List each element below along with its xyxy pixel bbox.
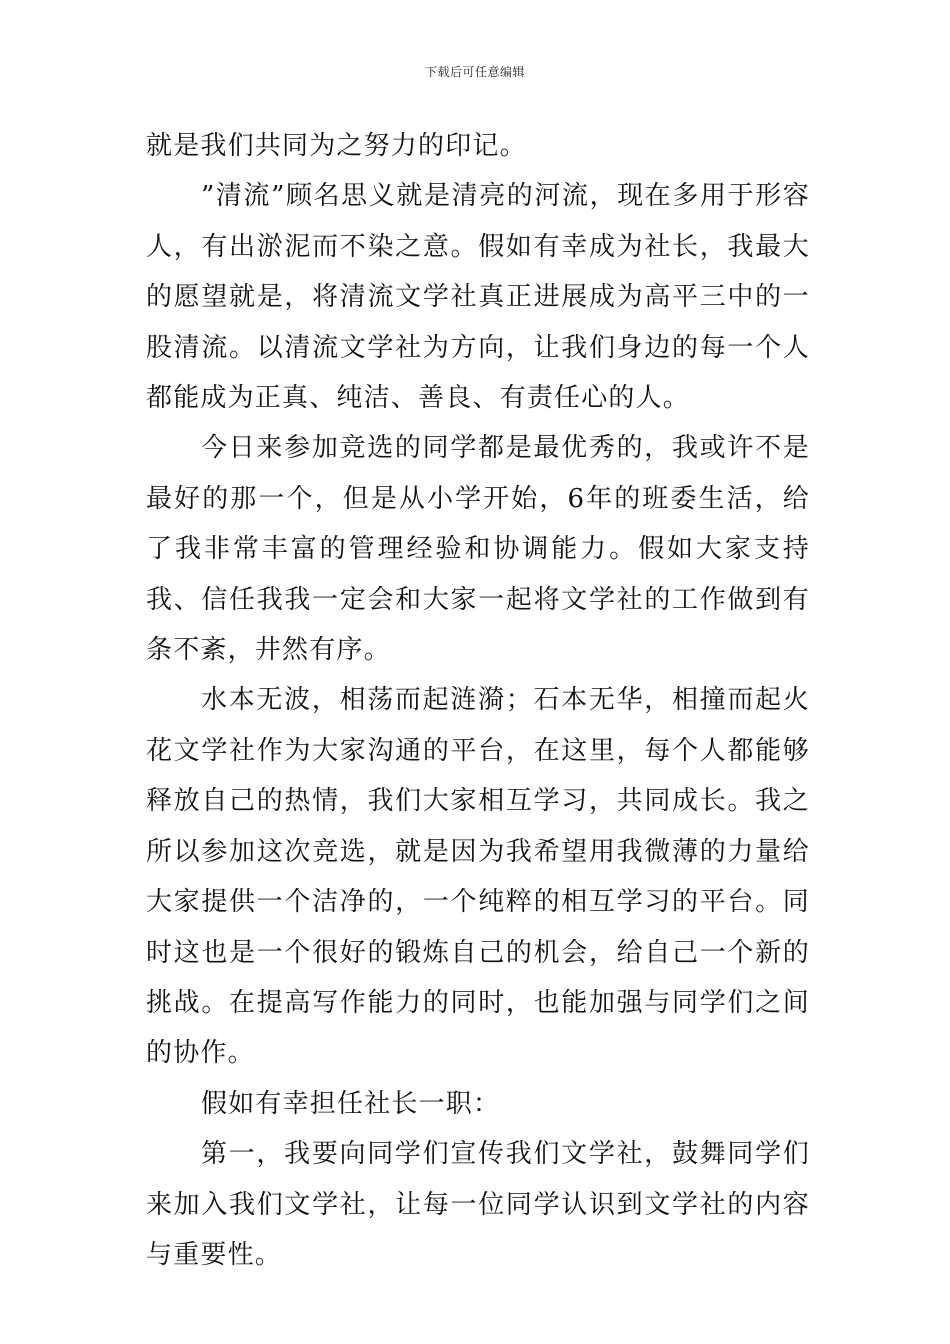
paragraph-first-plan: 第一，我要向同学们宣传我们文学社，鼓舞同学们来加入我们文学社，让每一位同学认识到文学社的内容与重要性。 xyxy=(146,1139,810,1270)
paragraph-continuation: 就是我们共同为之努力的印记。 xyxy=(146,131,527,161)
paragraph-qualifications: 今日来参加竞选的同学都是最优秀的，我或许不是最好的那一个，但是从小学开始，6年的班委生活，给了我非常丰富的管理经验和协调能力。假如大家支持我、信任我我一定会和大家一起将文学社的工作做到有条不紊，井然有序。 xyxy=(146,433,810,666)
page-header: 下载后可任意编辑 xyxy=(424,65,525,79)
paragraph-qingliu-meaning: ”清流”顾名思义就是清亮的河流，现在多用于形容人，有出淤泥而不染之意。假如有幸成为社长，我最大的愿望就是，将清流文学社真正进展成为高平三中的一股清流。以清流文学社为方向，让我们身边的每一个人都能成为正真、纯洁、善良、有责任心的人。 xyxy=(146,181,810,414)
document-body xyxy=(146,121,810,1280)
paragraph-platform: 水本无波，相荡而起涟漪；石本无华，相撞而起火花文学社作为大家沟通的平台，在这里，每个人都能够释放自己的热情，我们大家相互学习，共同成长。我之所以参加这次竞选，就是因为我希望用我微薄的力量给大家提供一个洁净的，一个纯粹的相互学习的平台。同时这也是一个很好的锻炼自己的机会，给自己一个新的挑战。在提高写作能力的同时，也能加强与同学们之间的协作。 xyxy=(146,685,810,1069)
paragraph-if-elected: 假如有幸担任社长一职： xyxy=(201,1088,501,1119)
